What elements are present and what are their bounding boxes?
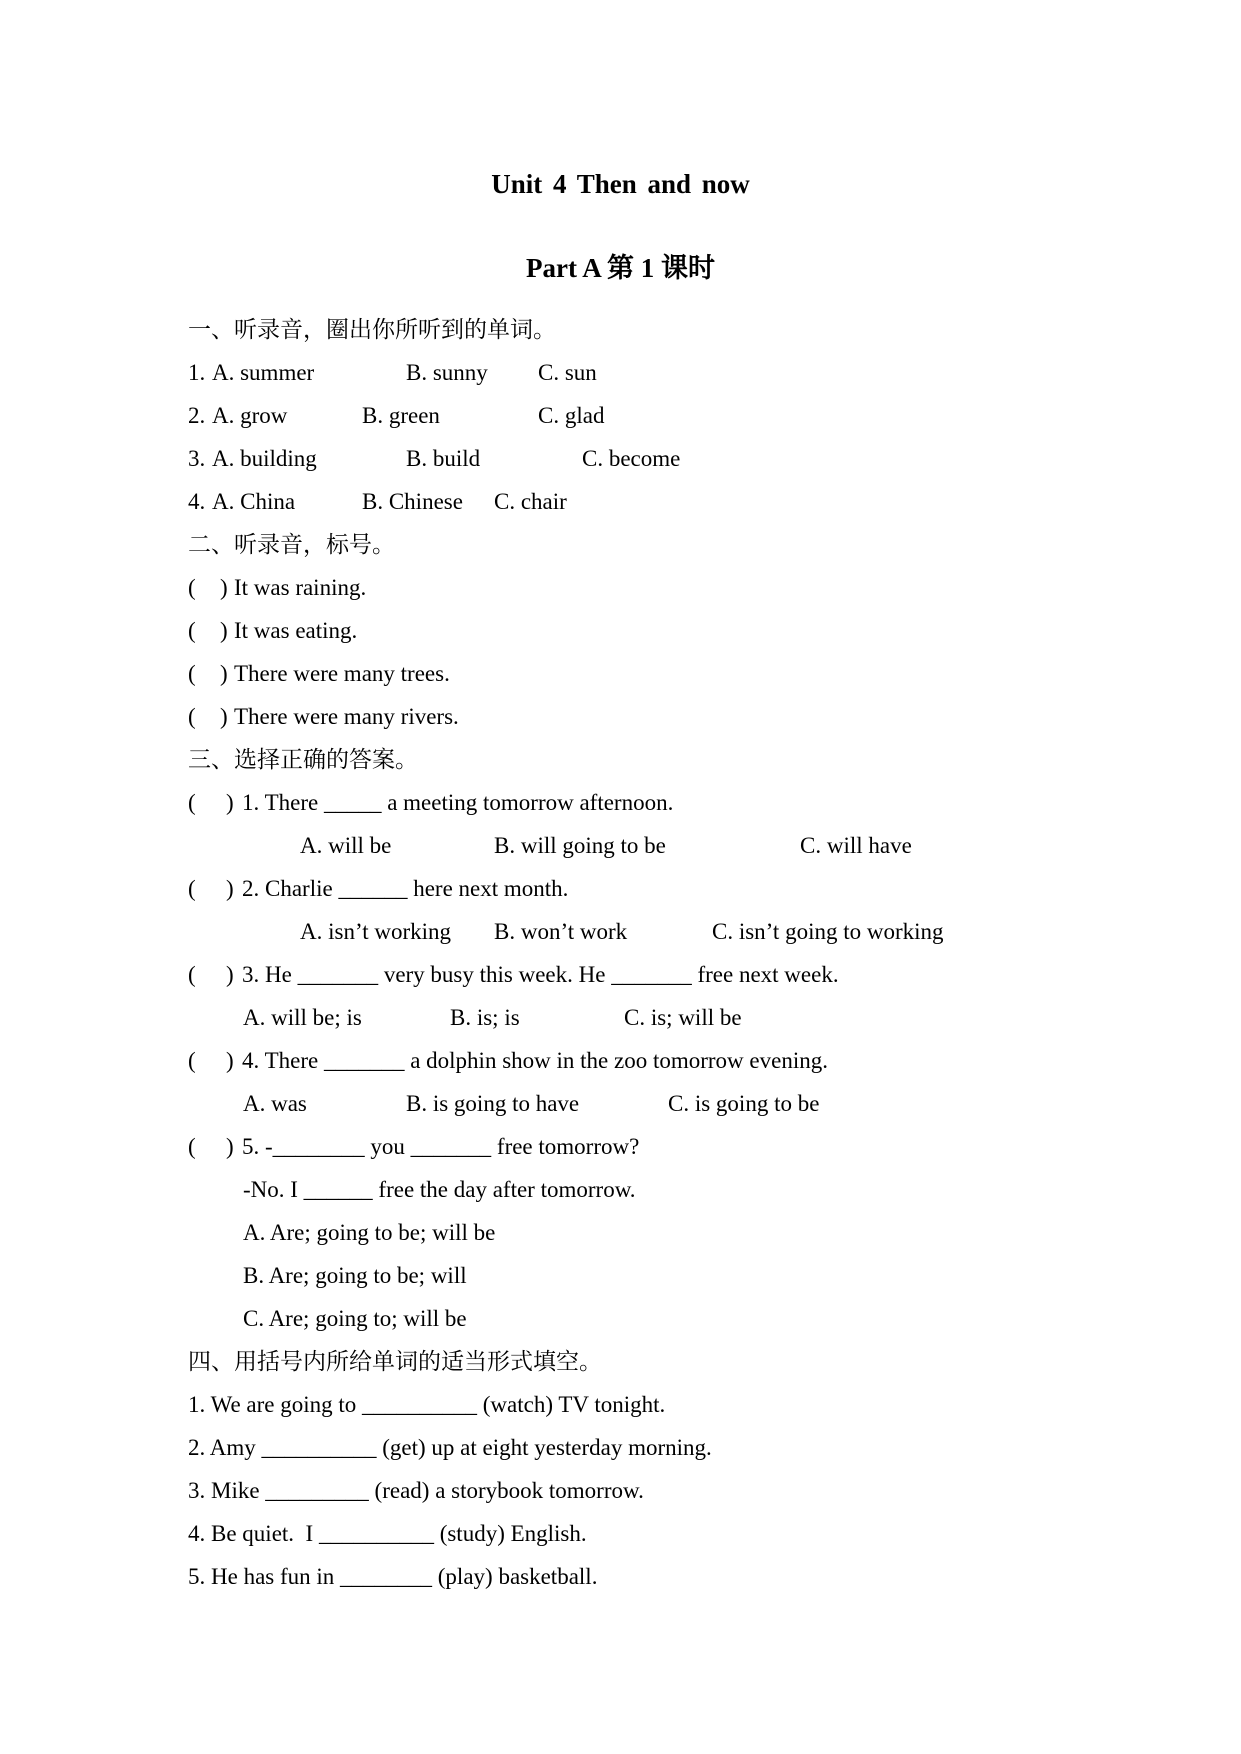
answer-paren-open: ( [188,790,196,815]
option-c: C. is going to be [668,1091,820,1116]
answer-paren-open: ( [188,575,196,600]
option-c: C. Are; going to; will be [243,1306,467,1331]
item-number: 3. [188,446,206,471]
option-c: C. will have [800,833,912,858]
option-b: B. will going to be [494,833,666,858]
sentence: There were many trees. [234,661,450,686]
option-b: B. won’t work [494,919,628,944]
page-subtitle: Part A 第 1 课时 [526,253,715,283]
answer-paren-open: ( [188,661,196,686]
option-b: B. Chinese [362,489,463,514]
item-number: 4. [188,489,206,514]
option-a: A. China [212,489,296,514]
item-number: 2. [188,403,206,428]
answer-paren-close: ) [220,618,228,643]
answer-paren-close: ) [220,661,228,686]
option-a: A. will be; is [243,1005,362,1030]
option-a: A. building [212,446,317,471]
item-number: 1. [188,360,206,385]
page-title: Unit 4 Then and now [491,169,750,199]
option-a: A. grow [212,403,288,428]
option-b: B. build [406,446,481,471]
answer-paren-close: ) [226,962,234,987]
option-a: A. summer [212,360,315,385]
option-a: A. was [243,1091,307,1116]
answer-paren-close: ) [226,790,234,815]
reply-text: -No. I ______ free the day after tomorrow. [243,1177,636,1202]
option-a: A. isn’t working [300,919,451,944]
sentence: It was eating. [234,618,358,643]
section3-heading: 三、选择正确的答案。 [188,747,418,772]
answer-paren-close: ) [220,575,228,600]
fill-blank-item: 3. Mike _________ (read) a storybook tomorrow. [188,1478,644,1503]
sentence: There were many rivers. [234,704,459,729]
question-stem: 2. Charlie ______ here next month. [242,876,569,901]
option-c: C. glad [538,403,605,428]
question-stem: 1. There _____ a meeting tomorrow afternoon. [242,790,674,815]
answer-paren-open: ( [188,1048,196,1073]
question-stem: 4. There _______ a dolphin show in the zoo tomorrow evening. [242,1048,828,1073]
answer-paren-close: ) [226,1048,234,1073]
question-stem: 3. He _______ very busy this week. He _______ free next week. [242,962,839,987]
answer-paren-open: ( [188,704,196,729]
answer-paren-open: ( [188,1134,196,1159]
fill-blank-item: 1. We are going to __________ (watch) TV tonight. [188,1392,666,1417]
answer-paren-close: ) [226,1134,234,1159]
option-a: A. Are; going to be; will be [243,1220,496,1245]
answer-paren-open: ( [188,876,196,901]
option-c: C. sun [538,360,597,385]
section2-heading: 二、听录音，标号。 [188,532,395,557]
option-c: C. isn’t going to working [712,919,944,944]
option-b: B. is; is [450,1005,520,1030]
fill-blank-item: 5. He has fun in ________ (play) basketball. [188,1564,598,1589]
section1-heading: 一、听录音，圈出你所听到的单词。 [188,317,556,342]
question-stem: 5. -________ you _______ free tomorrow? [242,1134,640,1159]
answer-paren-close: ) [226,876,234,901]
sentence: It was raining. [234,575,367,600]
option-b: B. Are; going to be; will [243,1263,467,1288]
option-b: B. green [362,403,440,428]
option-c: C. is; will be [624,1005,742,1030]
option-a: A. will be [300,833,392,858]
answer-paren-open: ( [188,962,196,987]
answer-paren-close: ) [220,704,228,729]
option-b: B. is going to have [406,1091,580,1116]
option-c: C. chair [494,489,567,514]
answer-paren-open: ( [188,618,196,643]
fill-blank-item: 4. Be quiet. I __________ (study) English. [188,1521,587,1546]
option-b: B. sunny [406,360,488,385]
option-c: C. become [582,446,681,471]
fill-blank-item: 2. Amy __________ (get) up at eight yesterday morning. [188,1435,712,1460]
section4-heading: 四、用括号内所给单词的适当形式填空。 [188,1349,602,1374]
